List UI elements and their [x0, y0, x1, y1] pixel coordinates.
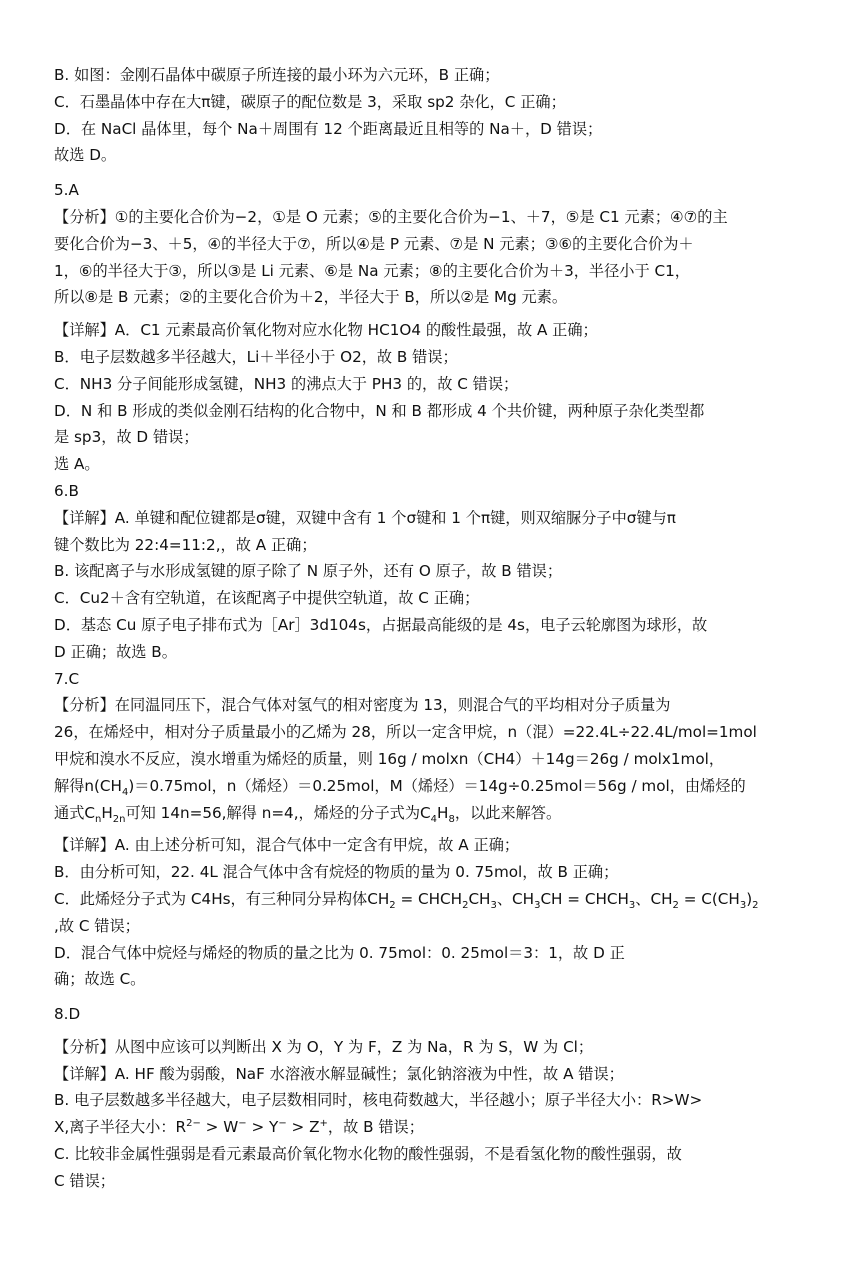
text-line: C．Cu2＋含有空轨道，在该配离子中提供空轨道，故 C 正确； [54, 589, 480, 608]
question-number: 7.C [54, 669, 80, 688]
text-line: 确；故选 C。 [54, 970, 146, 989]
text-line-formula: 解得$n(CH_4)=0.75mol$，n（烯烃）＝0.25mol，M（烯烃）＝14g÷0.25mol＝56g / mol，由烯烃的 [54, 776, 746, 798]
text-line: 【详解】A. 单键和配位键都是σ键，双键中含有 1 个σ键和 1 个π键，则双缩脲分子中σ键与π [54, 508, 676, 527]
text-line: ,故 C 错误； [54, 916, 140, 935]
text-line: D．在 NaCl 晶体里，每个 Na＋周围有 12 个距离最近且相等的 Na＋，D 错误； [54, 119, 603, 138]
text-line: 【详解】A. 由上述分析可知，混合气体中一定含有甲烷，故 A 正确； [54, 836, 520, 855]
text-line: B．由分析可知，22. 4L 混合气体中含有烷烃的物质的量为 0. 75mol，故 B 正确； [54, 863, 619, 882]
text-line: 【分析】①的主要化合价为−2，①是 O 元素；⑤的主要化合价为−1、＋7，⑤是 C1 元素；④⑦的主 [54, 207, 728, 226]
text-line: B. 如图：金刚石晶体中碳原子所连接的最小环为六元环，B 正确； [54, 66, 500, 84]
text-line: 选 A。 [54, 455, 100, 474]
text-line: 【分析】在同温同压下，混合气体对氢气的相对密度为 13，则混合气的平均相对分子质量为 [54, 696, 671, 715]
text-line: 要化合价为−3、＋5，④的半径大于⑦，所以④是 P 元素、⑦是 N 元素；③⑥的主要化合价为＋ [54, 234, 694, 253]
text-line: 键个数比为 22:4=11:2,，故 A 正确； [54, 535, 317, 554]
text-line: D．N 和 B 形成的类似金刚石结构的化合物中，N 和 B 都形成 4 个共价键，两种原子杂化类型都 [54, 401, 705, 420]
text-line: D 正确；故选 B。 [54, 642, 177, 661]
text-line-formula: 通式$C_nH_{2n}$可知 14n=56,解得 n=4,，烯烃的分子式为$C_4H_8$，以此来解答。 [54, 803, 562, 825]
text-line: C. 比较非金属性强弱是看元素最高价氧化物水化物的酸性强弱，不是看氢化物的酸性强弱，故 [54, 1145, 682, 1164]
question-number: 8.D [54, 1005, 81, 1024]
text-line: 甲烷和溴水不反应，溴水增重为烯烃的质量，则 16g / molxn（CH4）＋14g＝26g / molx1mol， [54, 749, 725, 768]
text-line: B. 该配离子与水形成氢键的原子除了 N 原子外，还有 O 原子，故 B 错误； [54, 562, 563, 581]
text-line: 1，⑥的半径大于③，所以③是 Li 元素、⑥是 Na 元素；⑧的主要化合价为＋3，半径小于 C1， [54, 261, 690, 280]
text-line: 【详解】A. HF 酸为弱酸，NaF 水溶液水解显碱性；氯化钠溶液为中性，故 A 错误； [54, 1064, 624, 1083]
text-line: 是 sp3，故 D 错误； [54, 428, 199, 447]
text-line: 26，在烯烃中，相对分子质量最小的乙烯为 28，所以一定含甲烷，n（混）=22.4L÷22.4L/mol=1mol [54, 723, 757, 742]
text-line: C．石墨晶体中存在大π键，碳原子的配位数是 3，采取 sp2 杂化，C 正确； [54, 92, 566, 111]
text-line: D．混合气体中烷烃与烯烃的物质的量之比为 0. 75mol：0. 25mol＝3：1，故 D 正 [54, 943, 625, 962]
text-line: D．基态 Cu 原子电子排布式为［Ar］3d104s，占据最高能级的是 4s，电子云轮廓图为球形，故 [54, 615, 708, 634]
text-line: 【详解】A．C1 元素最高价氧化物对应水化物 HC1O4 的酸性最强，故 A 正确； [54, 321, 598, 340]
text-line: C．NH3 分子间能形成氢键，NH3 的沸点大于 PH3 的，故 C 错误； [54, 374, 519, 393]
text-line: 所以⑧是 B 元素；②的主要化合价为＋2，半径大于 B，所以②是 Mg 元素。 [54, 288, 568, 307]
text-line: C 错误； [54, 1171, 115, 1190]
text-line: 【分析】从图中应该可以判断出 X 为 O，Y 为 F，Z 为 Na，R 为 S，W 为 Cl； [54, 1037, 594, 1056]
text-line: B．电子层数越多半径越大，Li＋半径小于 O2，故 B 错误； [54, 347, 458, 366]
text-line-formula: X,离子半径大小：$R^{2-} > W^- > Y^- > Z^+$，故 B 错误； [54, 1118, 424, 1137]
text-line: B. 电子层数越多半径越大，电子层数相同时，核电荷数越大，半径越小；原子半径大小：R>W> [54, 1091, 703, 1110]
text-line: 故选 D。 [54, 146, 117, 165]
text-line-formula: C．此烯烃分子式为 C4Hs，有三种同分异构体$CH_2$ = $CHCH_2CH_3$、$CH_3CH$ = $CHCH_3$、$CH_2 = C(CH_3)_2$ [54, 889, 759, 911]
question-number: 5.A [54, 181, 79, 200]
question-number: 6.B [54, 481, 79, 500]
